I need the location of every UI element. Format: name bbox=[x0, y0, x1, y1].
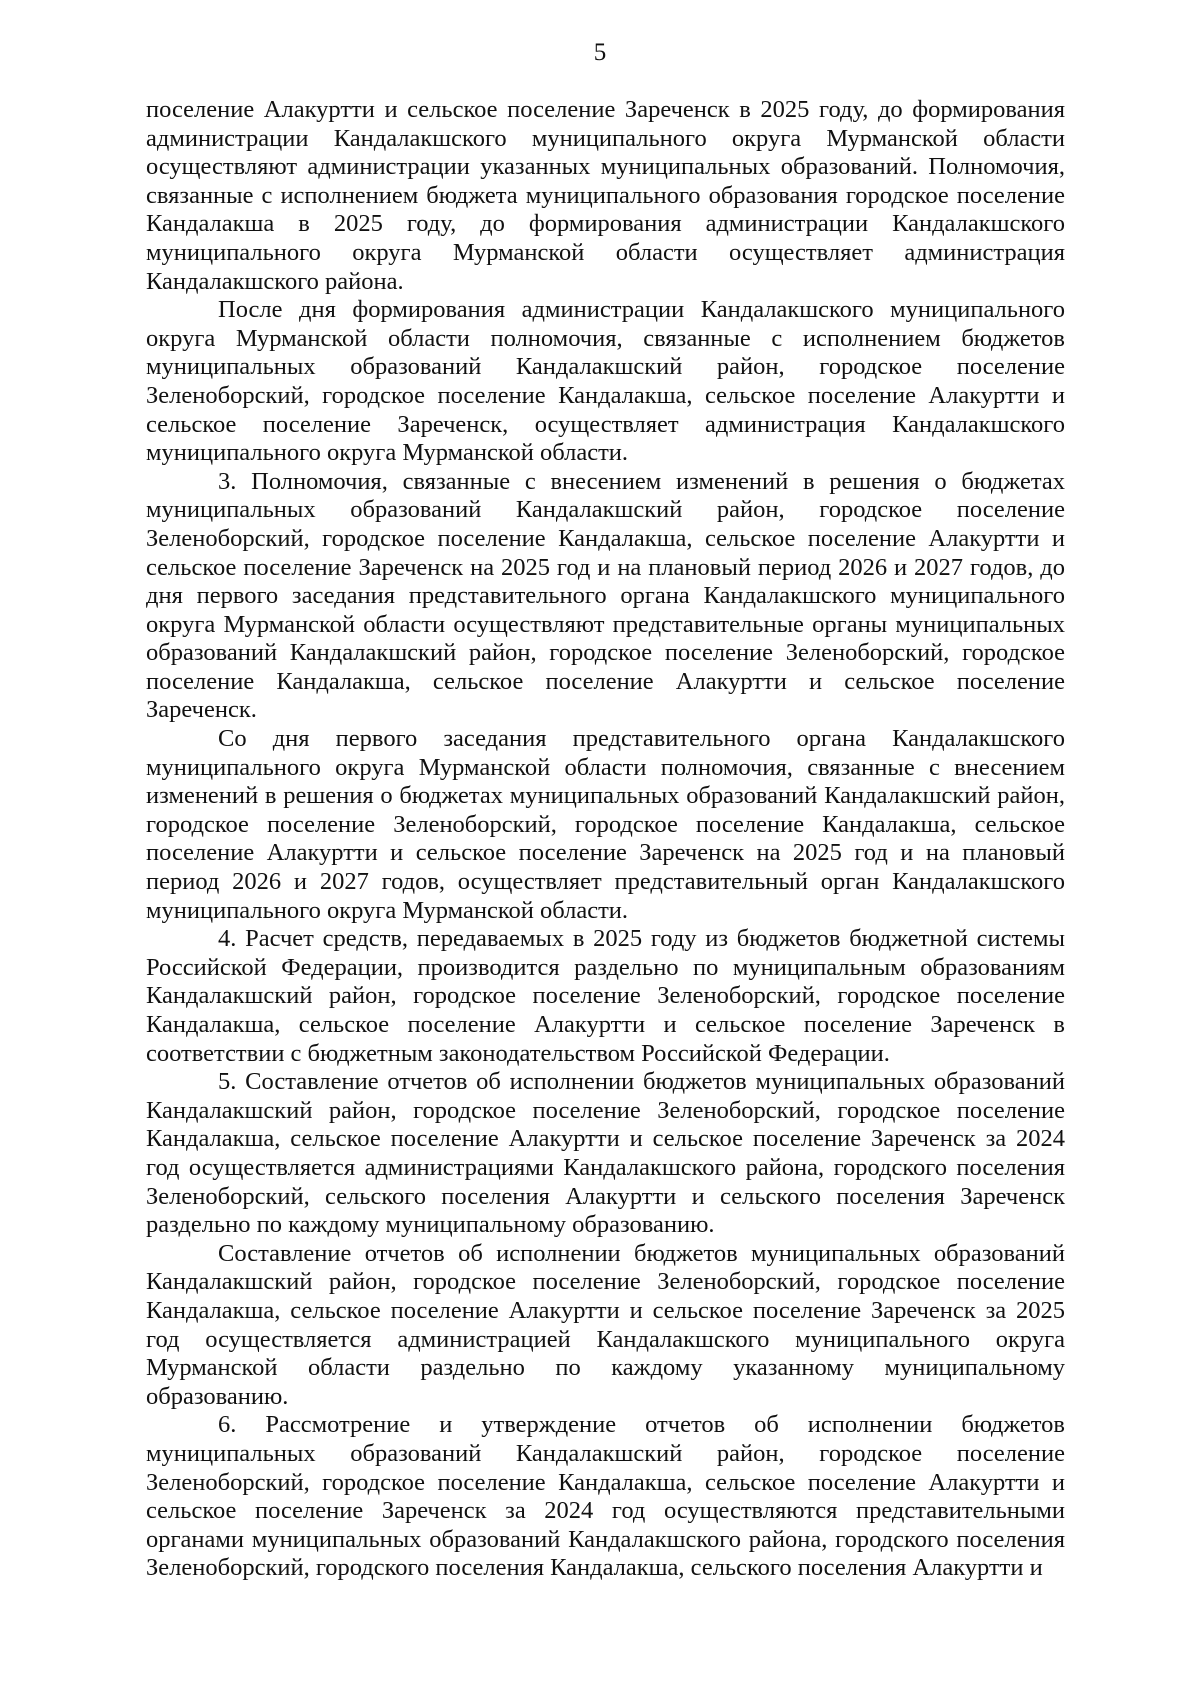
paragraph-item-5-continued: Составление отчетов об исполнении бюджетов муниципальных образований Кандалакшский район, городское поселение Зеленоборский, городское поселение Кандалакша, сельское поселение Алакуртти и сельское поселение Зареченск за 2025 год осуществляется администрацией Кандалакшского муниципального округа Мурманской области раздельно по каждому указанному муниципальному образованию. bbox=[146, 1239, 1065, 1410]
page-number: 5 bbox=[593, 39, 607, 66]
paragraph-item-6: 6. Рассмотрение и утверждение отчетов об исполнении бюджетов муниципальных образований Кандалакшский район, городское поселение Зеленоборский, городское поселение Кандалакша, сельское поселение Алакуртти и сельское поселение Зареченск за 2024 год осуществляются представительными органами муниципальных образований Кандалакшского района, городского поселения Зеленоборский, городского поселения Кандалакша, сельского поселения Алакуртти и bbox=[146, 1411, 1065, 1582]
paragraph-continuation: поселение Алакуртти и сельское поселение Зареченск в 2025 году, до формирования администрации Кандалакшского муниципального округа Мурманской области осуществляют администрации указанных муниципальных образований. Полномочия, связанные с исполнением бюджета муниципального образования городское поселение Кандалакша в 2025 году, до формирования администрации Кандалакшского муниципального округа Мурманской области осуществляет администрация Кандалакшского района. bbox=[146, 96, 1065, 295]
paragraph-item-3-continued: Со дня первого заседания представительного органа Кандалакшского муниципального округа Мурманской области полномочия, связанные с внесением изменений в решения о бюджетах муниципальных образований Кандалакшский район, городское поселение Зеленоборский, городское поселение Кандалакша, сельское поселение Алакуртти и сельское поселение Зареченск на 2025 год и на плановый период 2026 и 2027 годов, осуществляет представительный орган Кандалакшского муниципального округа Мурманской области. bbox=[146, 725, 1065, 924]
document-body bbox=[146, 96, 1065, 1583]
paragraph-after-formation: После дня формирования администрации Кандалакшского муниципального округа Мурманской области полномочия, связанные с исполнением бюджетов муниципальных образований Кандалакшский район, городское поселение Зеленоборский, городское поселение Кандалакша, сельское поселение Алакуртти и сельское поселение Зареченск, осуществляет администрация Кандалакшского муниципального округа Мурманской области. bbox=[146, 296, 1065, 467]
paragraph-item-3: 3. Полномочия, связанные с внесением изменений в решения о бюджетах муниципальных образований Кандалакшский район, городское поселение Зеленоборский, городское поселение Кандалакша, сельское поселение Алакуртти и сельское поселение Зареченск на 2025 год и на плановый период 2026 и 2027 годов, до дня первого заседания представительного органа Кандалакшского муниципального округа Мурманской области осуществляют представительные органы муниципальных образований Кандалакшский район, городское поселение Зеленоборский, городское поселение Кандалакша, сельское поселение Алакуртти и сельское поселение Зареченск. bbox=[146, 467, 1065, 724]
paragraph-item-5: 5. Составление отчетов об исполнении бюджетов муниципальных образований Кандалакшский район, городское поселение Зеленоборский, городское поселение Кандалакша, сельское поселение Алакуртти и сельское поселение Зареченск за 2024 год осуществляется администрациями Кандалакшского района, городского поселения Зеленоборский, сельского поселения Алакуртти и сельского поселения Зареченск раздельно по каждому муниципальному образованию. bbox=[146, 1068, 1065, 1239]
paragraph-item-4: 4. Расчет средств, передаваемых в 2025 году из бюджетов бюджетной системы Российской Федерации, производится раздельно по муниципальным образованиям Кандалакшский район, городское поселение Зеленоборский, городское поселение Кандалакша, сельское поселение Алакуртти и сельское поселение Зареченск в соответствии с бюджетным законодательством Российской Федерации. bbox=[146, 925, 1065, 1067]
